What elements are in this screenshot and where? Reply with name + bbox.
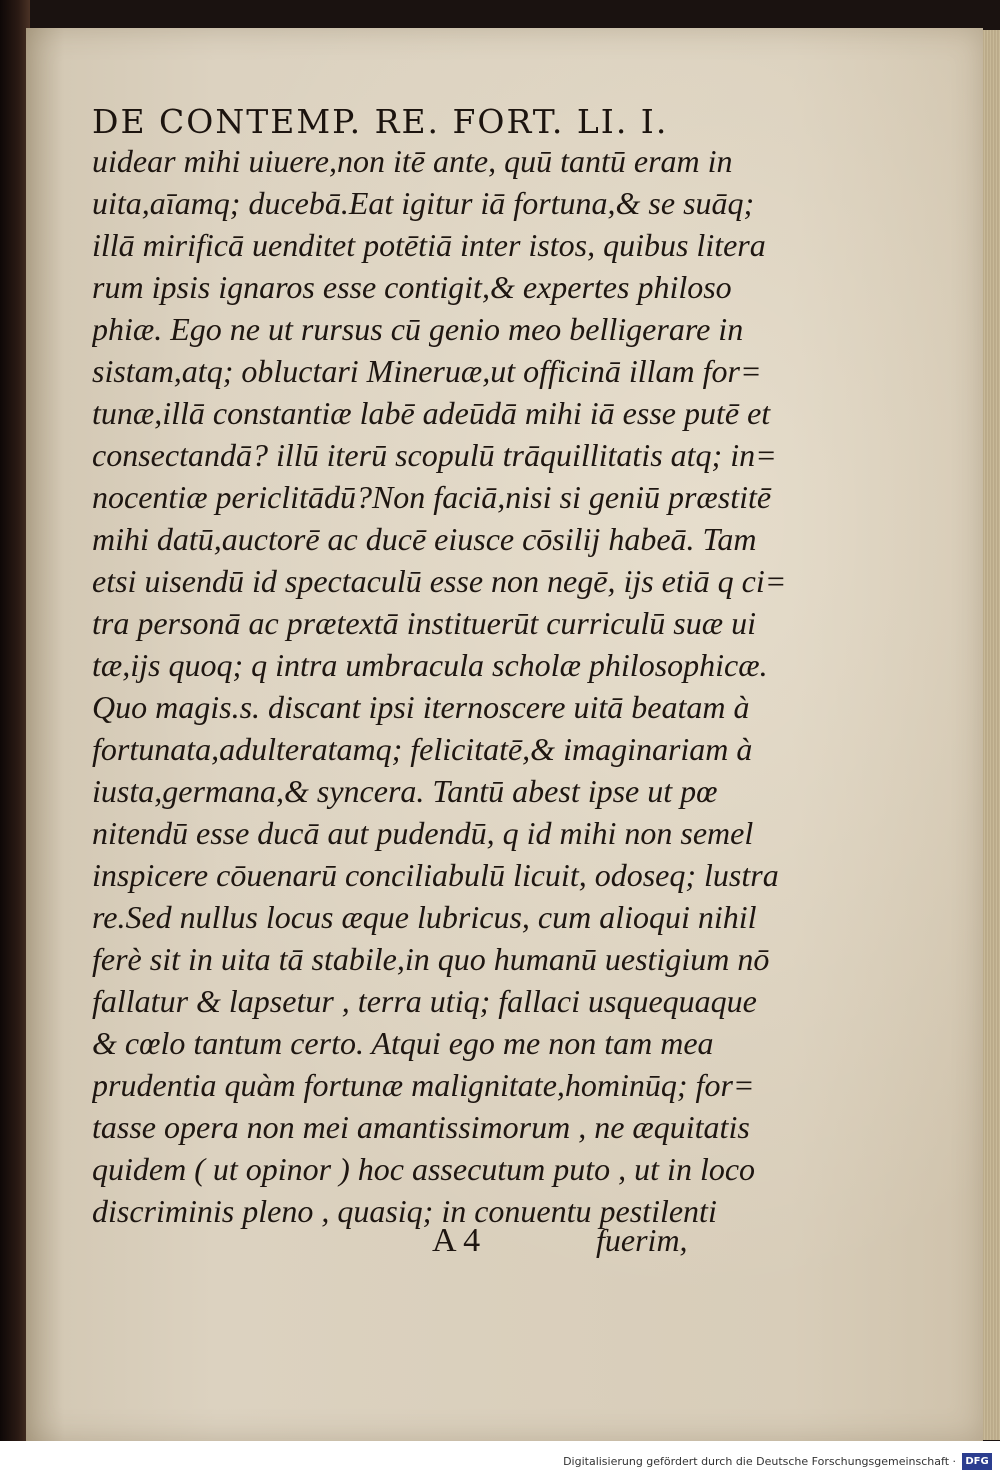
text-line: fallatur & lapsetur , terra utiq; fallaci usquequaque <box>92 983 757 1019</box>
text-line: nitendū esse ducā aut pudendū, q id mihi non semel <box>92 815 754 851</box>
catchword: fuerim, <box>596 1222 688 1258</box>
text-line: discriminis pleno , quasiq; in conuentu pestilenti <box>92 1193 717 1229</box>
text-line: sistam,atq; obluctari Mineruæ,ut officinā illam for= <box>92 353 762 389</box>
text-line: rum ipsis ignaros esse contigit,& expertes philoso <box>92 269 732 305</box>
text-line: re.Sed nullus locus æque lubricus, cum alioqui nihil <box>92 899 757 935</box>
text-line: phiæ. Ego ne ut rursus cū genio meo belligerare in <box>92 311 744 347</box>
page-fore-edge <box>983 30 1000 1440</box>
text-line: illā mirificā uenditet potētiā inter istos, quibus litera <box>92 227 766 263</box>
text-line: nocentiæ periclitādū?Non faciā,nisi si geniū præstitē <box>92 479 772 515</box>
text-line: ferè sit in uita tā stabile,in quo humanū uestigium nō <box>92 941 770 977</box>
text-line: tra personā ac prætextā instituerūt curriculū suæ ui <box>92 605 756 641</box>
text-line: tasse opera non mei amantissimorum , ne æquitatis <box>92 1109 750 1145</box>
text-line: uidear mihi uiuere,non itē ante, quū tantū eram in <box>92 143 733 179</box>
text-line: consectandā? illū iterū scopulū trāquillitatis atq; in= <box>92 437 777 473</box>
text-line: iusta,germana,& syncera. Tantū abest ipse ut pœ <box>92 773 718 809</box>
text-line: Quo magis.s. discant ipsi iternoscere uitā beatam à <box>92 689 750 725</box>
text-line: quidem ( ut opinor ) hoc assecutum puto , ut in loco <box>92 1151 756 1187</box>
text-line: fortunata,adulteratamq; felicitatē,& imaginariam à <box>92 731 753 767</box>
text-line: tunæ,illā constantiæ labē adeūdā mihi iā esse putē et <box>92 395 771 431</box>
text-line: prudentia quàm fortunæ malignitate,hominūq; for= <box>92 1067 755 1103</box>
text-line: uita,aīamq; ducebā.Eat igitur iā fortuna,& se suāq; <box>92 185 755 221</box>
body-text <box>92 140 932 1232</box>
text-line: tæ,ijs quoq; q intra umbracula scholæ philosophicæ. <box>92 647 768 683</box>
text-line: mihi datū,auctorē ac ducē eiusce cōsilij habeā. Tam <box>92 521 757 557</box>
text-line: inspicere cōuenarū conciliabulū licuit, odoseq; lustra <box>92 857 779 893</box>
signature-mark: A 4 <box>432 1222 481 1259</box>
dfg-logo: DFG <box>962 1453 992 1470</box>
footer-bar <box>0 1441 1000 1483</box>
funding-credit: Digitalisierung gefördert durch die Deutsche Forschungsgemeinschaft · <box>563 1455 956 1468</box>
text-line: etsi uisendū id spectaculū esse non negē, ijs etiā q ci= <box>92 563 787 599</box>
running-head: DE CONTEMP. RE. FORT. LI. I. <box>92 102 669 141</box>
text-line: & cœlo tantum certo. Atqui ego me non tam mea <box>92 1025 714 1061</box>
